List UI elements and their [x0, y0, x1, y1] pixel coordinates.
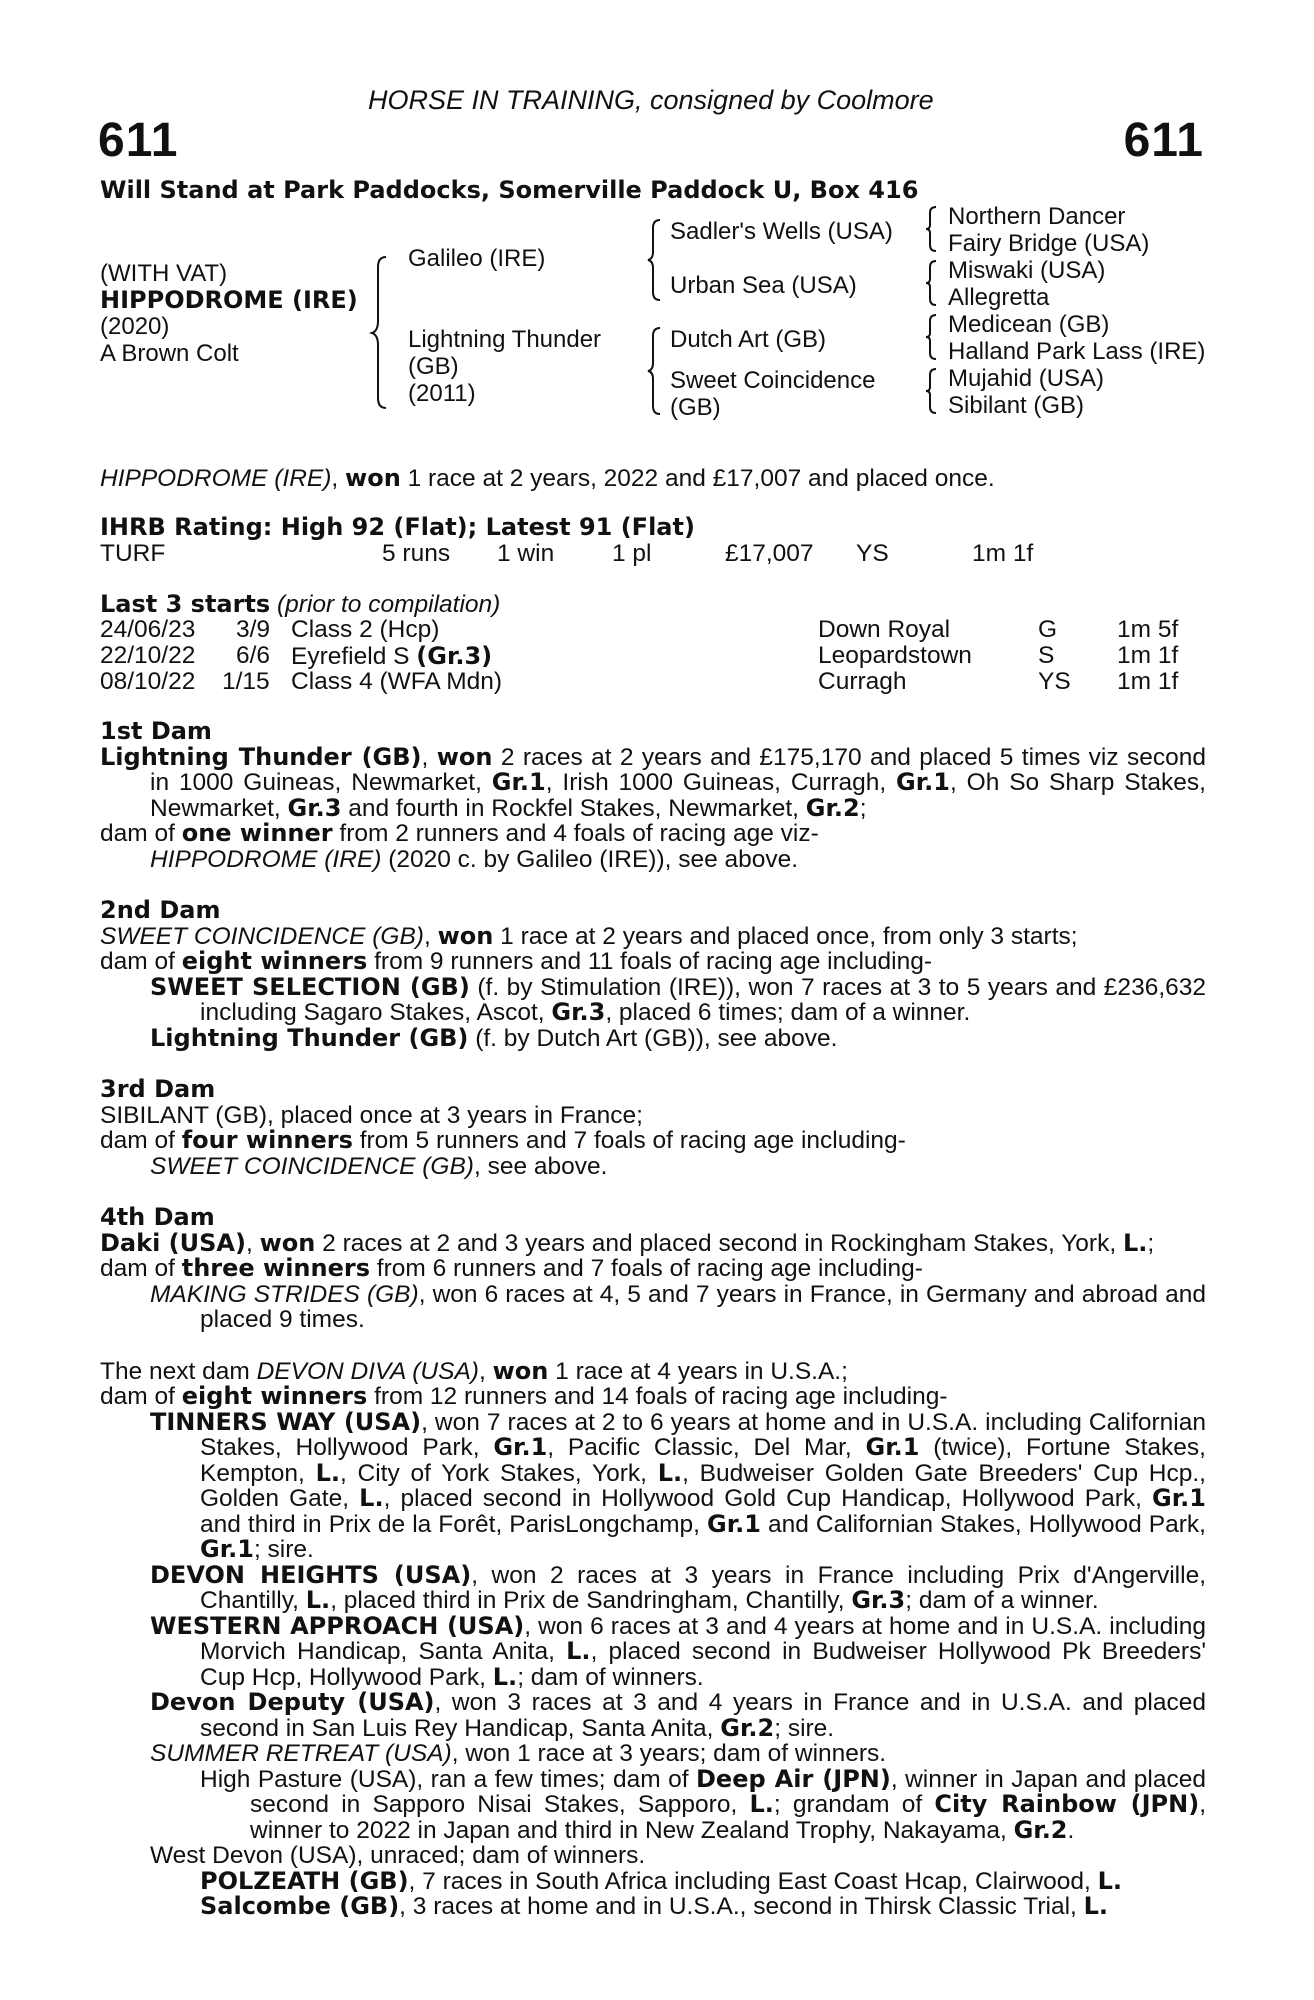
- pedigree-brace-sd: [926, 259, 940, 314]
- progeny-name: DEVON HEIGHTS (USA): [150, 1560, 472, 1589]
- horse-name: HIPPODROME (IRE): [100, 286, 358, 314]
- summary-won: won: [345, 464, 401, 492]
- summary-horse-name: HIPPODROME (IRE): [100, 465, 332, 492]
- progeny-text: ; sire.: [774, 1714, 835, 1742]
- progeny-name: MAKING STRIDES (GB): [150, 1280, 419, 1308]
- next-dam-name: DEVON DIVA (USA): [256, 1357, 479, 1385]
- start-going: G: [1038, 616, 1058, 643]
- dam3-record: SIBILANT (GB), placed once at 3 years in France;: [100, 1101, 643, 1129]
- progeny-listed: L.: [1083, 1892, 1109, 1920]
- start-date: 24/06/23: [100, 616, 196, 643]
- rating-going: YS: [856, 540, 889, 567]
- dam2-record: SWEET COINCIDENCE (GB), won 1 race at 2 years and placed once, from only 3 starts;: [100, 921, 1078, 950]
- progeny-text: , Budweiser Golden Gate Breeders' Cup Hcp., Golden Gate,: [200, 1459, 1206, 1512]
- horse-year: (2020): [100, 313, 170, 340]
- progeny-text: (f. by Stimulation (IRE)), won 7 races at 3 to 5 years and £236,632 including Sagaro Stakes, Ascot,: [200, 973, 1206, 1026]
- dam1-progeny: [100, 847, 1206, 873]
- pedigree-sire-dam: Urban Sea (USA): [670, 272, 857, 299]
- progeny-text: , won 2 races at 3 years in France including Prix d'Angerville, Chantilly,: [200, 1561, 1206, 1614]
- dam1-progeny-text: (2020 c. by Galileo (IRE)), see above.: [381, 845, 799, 873]
- pedigree-dds: Mujahid (USA): [948, 365, 1105, 392]
- progeny-text: , won 3 races at 3 and 4 years in France and in U.S.A. and placed second in San Luis Rey Handicap, Santa Anita,: [200, 1689, 1206, 1742]
- progeny-text: ; sire.: [253, 1536, 314, 1563]
- dam3-progeny-1: [100, 1154, 1206, 1180]
- progeny-name: Salcombe (GB): [200, 1892, 400, 1920]
- progeny-text: ; grandam of: [773, 1791, 935, 1818]
- next-dam-winners: eight winners: [181, 1382, 368, 1410]
- progeny-grade: Gr.1: [1152, 1484, 1206, 1512]
- dam3-produce: [100, 1128, 1206, 1154]
- pedigree-brace-dd: [926, 367, 940, 422]
- progeny-devon-deputy: [100, 1690, 1206, 1741]
- dam2-dam-of: dam of: [100, 948, 182, 975]
- dam1-text: ;: [859, 794, 867, 822]
- dam1-grade: Gr.1: [491, 768, 546, 796]
- pedigree-brace-ds: [926, 313, 940, 368]
- dam1-grade: Gr.2: [805, 793, 860, 822]
- dam3-winners: four winners: [181, 1126, 353, 1154]
- pedigree-dam-dam-line2: (GB): [670, 394, 721, 421]
- rating-earnings: £17,007: [725, 540, 814, 567]
- pedigree-dam-line2: (GB): [408, 353, 459, 380]
- race-summary: HIPPODROME (IRE), won 1 race at 2 years, 2022 and £17,007 and placed once.: [100, 464, 995, 492]
- dam4-produce: [100, 1256, 1206, 1282]
- dam4-title: 4th Dam: [100, 1203, 215, 1231]
- pedigree-ssd: Fairy Bridge (USA): [948, 230, 1150, 257]
- progeny-name: SWEET COINCIDENCE (GB): [150, 1152, 474, 1180]
- progeny-listed: L.: [305, 1586, 331, 1614]
- start-course: Curragh: [818, 668, 907, 695]
- dam4-progeny-1: [100, 1282, 1206, 1333]
- progeny-text: ; dam of winners.: [517, 1663, 704, 1691]
- next-dam-won: won: [492, 1356, 549, 1385]
- start-distance: 1m 1f: [1117, 668, 1179, 695]
- dam4-text: 2 races at 2 and 3 years and placed second in Rockingham Stakes, York,: [315, 1229, 1123, 1257]
- dam2-text: 1 race at 2 years and placed once, from only 3 starts;: [493, 922, 1078, 950]
- progeny-text: , placed third in Prix de Sandringham, Chantilly,: [330, 1587, 852, 1614]
- progeny-text: and third in Prix de la Forêt, ParisLongchamp,: [200, 1510, 707, 1538]
- progeny-high-pasture: [100, 1764, 1207, 1844]
- progeny-text: , Pacific Classic, Del Mar,: [547, 1434, 866, 1461]
- progeny-text: and Californian Stakes, Hollywood Park,: [760, 1510, 1206, 1538]
- summary-text: 1 race at 2 years, 2022 and £17,007 and placed once.: [400, 465, 995, 492]
- pedigree-dsd: Halland Park Lass (IRE): [948, 338, 1206, 365]
- progeny-grade: Gr.2: [1013, 1815, 1068, 1844]
- progeny-polzeath: [100, 1866, 1206, 1895]
- start-race-name: Eyrefield S: [291, 643, 417, 670]
- progeny-name: Deep Air (JPN): [696, 1764, 891, 1793]
- dam1-record: Lightning Thunder (GB), won 2 races at 2 years and £175,170 and placed 5 times viz second in 1000 Guineas, Newmarket, Gr.1, Irish 1000 Guineas, Curragh, Gr.1, Oh So Sharp Stakes, Newmarket, Gr.3 and fourth in Rockfel Stakes, Newmarket, Gr.2;: [100, 742, 1206, 822]
- dam1-produce: [100, 821, 1206, 847]
- progeny-name: TINNERS WAY (USA): [150, 1407, 422, 1436]
- dam2-produce: [100, 949, 1206, 975]
- dam2-produce-text: from 9 runners and 11 foals of racing age including-: [367, 948, 933, 975]
- dam1-won: won: [436, 742, 493, 771]
- pedigree-dss: Medicean (GB): [948, 311, 1110, 338]
- progeny-name: SWEET SELECTION (GB): [150, 972, 470, 1001]
- progeny-text: , placed 6 times; dam of a winner.: [605, 999, 971, 1026]
- dam2-title: 2nd Dam: [100, 896, 221, 924]
- dam1-produce-text: from 2 runners and 4 foals of racing age viz-: [332, 820, 819, 847]
- progeny-name: Lightning Thunder (GB): [150, 1023, 469, 1052]
- vat-note: (WITH VAT): [100, 260, 228, 287]
- next-dam-record: The next dam DEVON DIVA (USA), won 1 race at 4 years in U.S.A.;: [100, 1356, 848, 1385]
- rating-surface: TURF: [100, 540, 166, 567]
- lot-number-right: 611: [1123, 114, 1204, 167]
- dam3-dam-of: dam of: [100, 1127, 182, 1154]
- dam4-name: Daki (USA): [100, 1228, 246, 1257]
- progeny-text: , winner in Japan and placed second in Sapporo Nisai Stakes, Sapporo,: [250, 1765, 1206, 1818]
- start-course: Leopardstown: [818, 642, 972, 669]
- rating-title: IHRB Rating: High 92 (Flat); Latest 91 (Flat): [100, 513, 695, 541]
- progeny-name: SUMMER RETREAT (USA): [150, 1740, 452, 1767]
- progeny-text: ; dam of a winner.: [905, 1587, 1099, 1614]
- pedigree-dam-line3: (2011): [408, 380, 476, 407]
- progeny-name: Devon Deputy (USA): [150, 1688, 435, 1716]
- next-dam-intro: The next dam: [100, 1357, 257, 1385]
- progeny-tinners-way: [100, 1407, 1206, 1563]
- start-date: 08/10/22: [100, 668, 196, 695]
- pedigree-dam-sire: Dutch Art (GB): [670, 326, 827, 353]
- progeny-grade: Gr.3: [851, 1586, 906, 1614]
- stand-location: Will Stand at Park Paddocks, Somerville Paddock U, Box 416: [100, 176, 919, 204]
- pedigree-sdd: Allegretta: [948, 284, 1050, 311]
- dam1-text: , Oh So Sharp Stakes, Newmarket,: [150, 769, 1206, 822]
- progeny-listed: L.: [749, 1790, 774, 1818]
- progeny-listed: L.: [657, 1458, 683, 1487]
- progeny-text: , won 7 races at 2 to 6 years at home and in U.S.A. including Californian Stakes, Hollywood Park,: [200, 1408, 1206, 1461]
- progeny-text: , placed second in Hollywood Gold Cup Handicap, Hollywood Park,: [383, 1485, 1153, 1512]
- progeny-summer-retreat: [100, 1741, 1206, 1767]
- progeny-name: WESTERN APPROACH (USA): [150, 1611, 525, 1640]
- dam3-title: 3rd Dam: [100, 1075, 216, 1103]
- progeny-text: (twice), Fortune Stakes, Kempton,: [200, 1434, 1206, 1487]
- progeny-text: , winner to 2022 in Japan and third in New Zealand Trophy, Nakayama,: [250, 1791, 1207, 1844]
- dam1-name: Lightning Thunder (GB): [100, 742, 422, 771]
- pedigree-ddd: Sibilant (GB): [948, 392, 1085, 419]
- progeny-name: POLZEATH (GB): [200, 1866, 409, 1895]
- progeny-text: High Pasture (USA), ran a few times; dam of: [200, 1765, 696, 1793]
- dam1-dam-of: dam of: [100, 820, 182, 847]
- last-starts-note: (prior to compilation): [277, 591, 501, 618]
- pedigree-dam-dam-line1: Sweet Coincidence: [670, 367, 876, 394]
- horse-description: A Brown Colt: [100, 340, 239, 367]
- pedigree-sss: Northern Dancer: [948, 203, 1126, 230]
- start-distance: 1m 5f: [1117, 616, 1179, 643]
- pedigree-brace-dam: [648, 326, 664, 423]
- next-dam-produce-text: from 12 runners and 14 foals of racing age including-: [367, 1383, 948, 1410]
- progeny-grade: Gr.2: [720, 1713, 775, 1742]
- progeny-text: , won 1 race at 3 years; dam of winners.: [451, 1740, 887, 1767]
- dam2-name: SWEET COINCIDENCE (GB): [100, 922, 424, 950]
- consignment-heading: HORSE IN TRAINING, consigned by Coolmore: [368, 85, 934, 115]
- dam1-text: 2 races at 2 years and £175,170 and placed 5 times viz second in 1000 Guineas, Newmarket,: [150, 743, 1206, 796]
- dam4-listed: L.: [1122, 1228, 1148, 1257]
- progeny-text: , placed second in Budweiser Hollywood Pk Breeders' Cup Hcp, Hollywood Park,: [200, 1638, 1206, 1691]
- dam1-grade: Gr.1: [896, 768, 950, 796]
- dam4-produce-text: from 6 runners and 7 foals of racing age including-: [370, 1255, 923, 1282]
- progeny-listed: L.: [492, 1662, 518, 1691]
- dam2-progeny-2: [100, 1023, 1206, 1052]
- progeny-salcombe: [100, 1894, 1206, 1920]
- start-distance: 1m 1f: [1117, 642, 1179, 669]
- progeny-grade: Gr.1: [865, 1433, 920, 1461]
- pedigree-brace-main: [372, 255, 392, 417]
- rating-wins: 1 win: [497, 540, 555, 567]
- start-position: 6/6: [236, 642, 271, 669]
- last-starts-heading: [100, 592, 500, 618]
- progeny-text: , 3 races at home and in U.S.A., second in Thirsk Classic Trial,: [399, 1893, 1084, 1920]
- start-going: S: [1038, 642, 1055, 669]
- rating-placed: 1 pl: [612, 540, 652, 567]
- start-course: Down Royal: [818, 616, 951, 643]
- start-race-grade: (Gr.3): [416, 642, 493, 670]
- last-starts-title: Last 3 starts: [100, 590, 271, 618]
- dam2-progeny-1: [100, 972, 1206, 1026]
- progeny-listed: L.: [315, 1458, 341, 1487]
- dam4-record: Daki (USA), won 2 races at 2 and 3 years and placed second in Rockingham Stakes, York, L.;: [100, 1228, 1155, 1257]
- progeny-text: , City of York Stakes, York,: [340, 1459, 658, 1487]
- start-date: 22/10/22: [100, 642, 196, 669]
- dam2-winners: eight winners: [181, 947, 368, 975]
- dam1-text: and fourth in Rockfel Stakes, Newmarket,: [341, 794, 806, 822]
- dam1-progeny-name: HIPPODROME (IRE): [150, 845, 382, 873]
- progeny-text: .: [1067, 1816, 1075, 1844]
- start-race: [291, 644, 492, 670]
- dam3-produce-text: from 5 runners and 7 foals of racing age including-: [352, 1127, 906, 1154]
- progeny-grade: Gr.1: [493, 1433, 548, 1461]
- start-position: 3/9: [236, 616, 271, 643]
- next-dam-produce: [100, 1384, 1206, 1410]
- dam1-grade: Gr.3: [287, 793, 342, 822]
- dam1-text: , Irish 1000 Guineas, Curragh,: [545, 769, 897, 796]
- dam2-won: won: [437, 921, 494, 950]
- start-race: Class 2 (Hcp): [291, 616, 440, 643]
- start-race: Class 4 (WFA Mdn): [291, 668, 503, 695]
- pedigree-brace-sire: [648, 218, 664, 309]
- progeny-text: , 7 races in South Africa including East Coast Hcap, Clairwood,: [408, 1867, 1098, 1895]
- rating-runs: 5 runs: [382, 540, 451, 567]
- progeny-grade: Gr.1: [707, 1509, 761, 1538]
- dam1-title: 1st Dam: [100, 717, 212, 745]
- progeny-text: , won 6 races at 4, 5 and 7 years in France, in Germany and abroad and placed 9 times.: [200, 1280, 1206, 1333]
- rating-distance: 1m 1f: [972, 540, 1034, 567]
- progeny-grade: Gr.3: [551, 998, 606, 1026]
- lot-number-left: 611: [98, 114, 179, 167]
- dam4-won: won: [259, 1228, 316, 1257]
- dam4-dam-of: dam of: [100, 1255, 182, 1282]
- family-section: [100, 719, 1206, 1920]
- pedigree-brace-ss: [926, 205, 940, 260]
- progeny-west-devon: West Devon (USA), unraced; dam of winners.: [150, 1842, 646, 1869]
- progeny-listed: L.: [566, 1637, 591, 1665]
- pedigree-sire-sire: Sadler's Wells (USA): [670, 218, 893, 245]
- dam4-text: ;: [1147, 1229, 1155, 1257]
- pedigree-sds: Miswaki (USA): [948, 257, 1106, 284]
- start-position: 1/15: [222, 668, 270, 695]
- pedigree-sire: Galileo (IRE): [408, 245, 546, 272]
- progeny-western-approach: [100, 1611, 1206, 1691]
- next-dam-text: 1 race at 4 years in U.S.A.;: [548, 1357, 848, 1385]
- next-dam-dam-of: dam of: [100, 1383, 182, 1410]
- progeny-text: (f. by Dutch Art (GB)), see above.: [468, 1024, 838, 1052]
- progeny-devon-heights: [100, 1560, 1206, 1614]
- progeny-text: , see above.: [473, 1152, 608, 1180]
- progeny-name: City Rainbow (JPN): [934, 1790, 1200, 1818]
- progeny-grade: Gr.1: [200, 1535, 254, 1563]
- start-going: YS: [1038, 668, 1071, 695]
- progeny-listed: L.: [359, 1484, 384, 1512]
- pedigree-dam-line1: Lightning Thunder: [408, 326, 602, 353]
- dam1-winners: one winner: [181, 819, 333, 847]
- progeny-listed: L.: [1097, 1866, 1123, 1895]
- progeny-text: , won 6 races at 3 and 4 years at home and in U.S.A. including Morvich Handicap, Santa Anita,: [200, 1612, 1206, 1665]
- dam4-winners: three winners: [181, 1254, 370, 1282]
